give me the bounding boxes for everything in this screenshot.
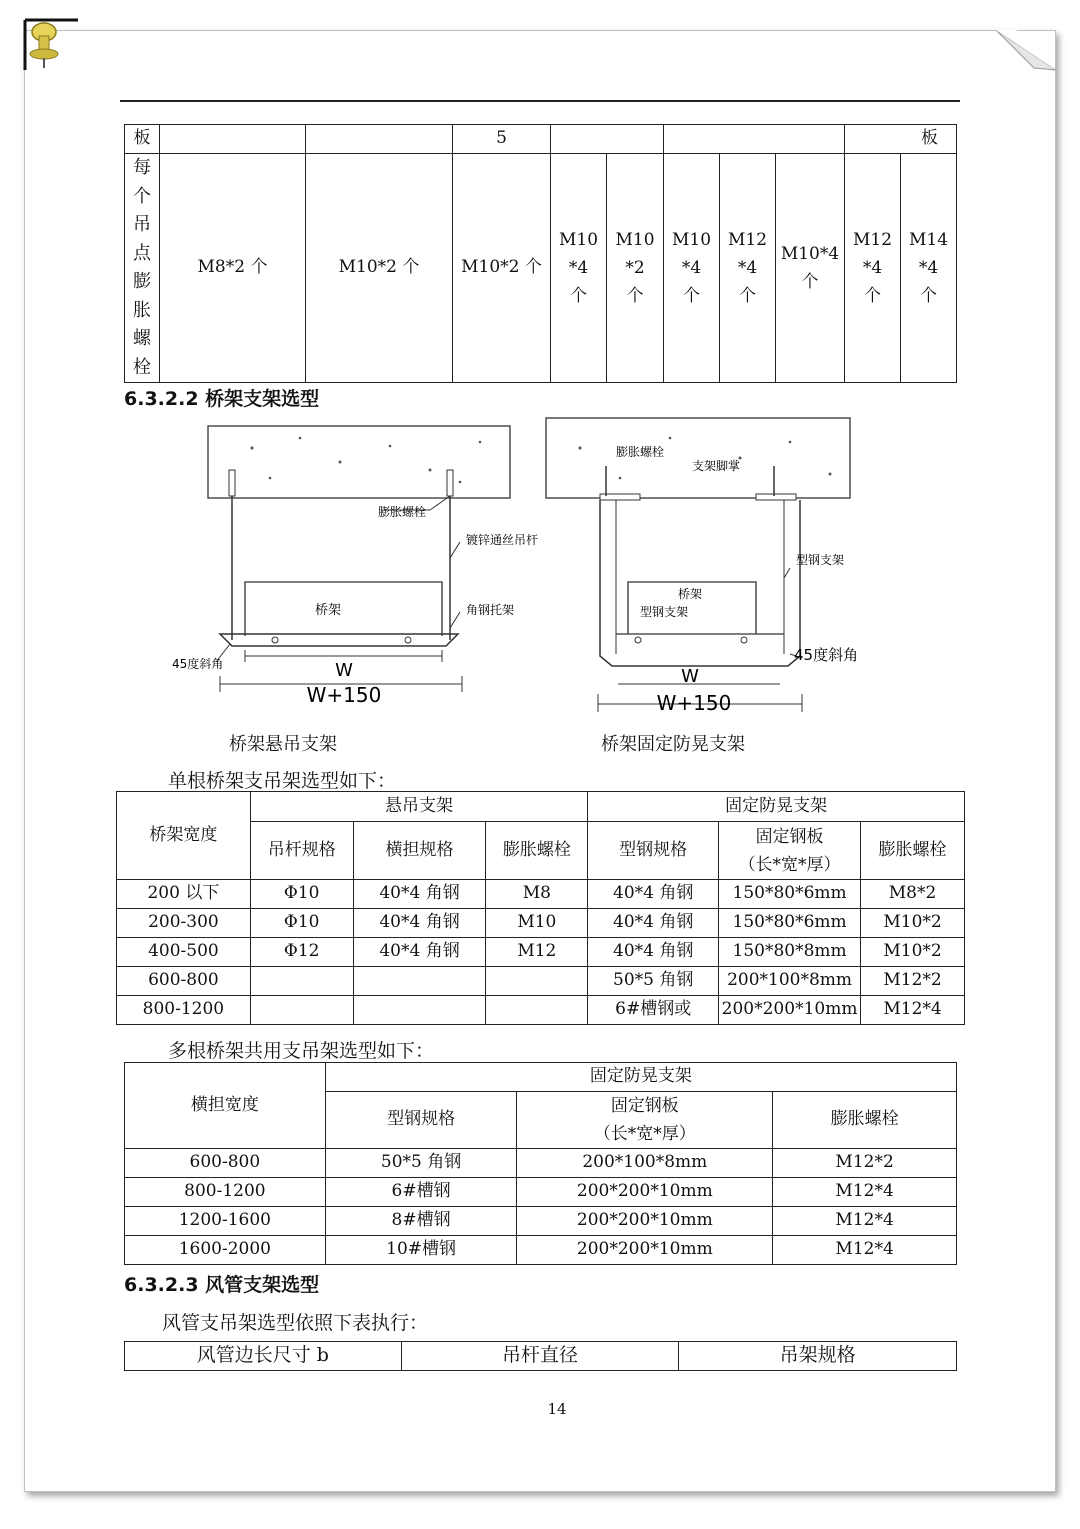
table-cell: 10#槽钢 (325, 1236, 517, 1265)
table-cell: 200 以下 (117, 880, 251, 909)
table-cell: 200*100*8mm (719, 967, 861, 996)
table-cell: 600-800 (117, 967, 251, 996)
table-cell (160, 125, 306, 154)
table-cell: 150*80*6mm (719, 880, 861, 909)
header-cell: 固定钢板 （长*宽*厚） (517, 1092, 773, 1149)
table-cell: M8*2 个 (160, 154, 306, 383)
table-cell: 8#槽钢 (325, 1207, 517, 1236)
table-cell: 40*4 角钢 (353, 880, 486, 909)
header-cell: 膨胀螺栓 (861, 822, 965, 880)
section-heading: 6.3.2.3 风管支架选型 (124, 1274, 320, 1296)
table-cell: M12 *4 个 (845, 154, 901, 383)
figure-caption-left: 桥架悬吊支架 (229, 734, 337, 755)
label-bolt: 膨胀螺栓 (378, 505, 427, 519)
table-cell: 板 (845, 125, 957, 154)
table-cell: 40*4 角钢 (353, 938, 486, 967)
table-cell: 150*80*8mm (719, 938, 861, 967)
table-cell (486, 967, 588, 996)
label-w150: W+150 (656, 691, 732, 715)
table-cell: 600-800 (125, 1149, 326, 1178)
label-chamfer: 45度斜角 (794, 646, 859, 664)
label-tray: 桥架 (677, 587, 703, 601)
header-cell: 膨胀螺栓 (773, 1092, 957, 1149)
table-cell: M10 (486, 909, 588, 938)
header-rule (120, 100, 960, 102)
table-cell: 200*200*10mm (719, 996, 861, 1025)
table-row (125, 1236, 957, 1265)
table-cell: Φ10 (250, 880, 353, 909)
label-bolt: 膨胀螺栓 (616, 445, 665, 459)
table-cell (250, 996, 353, 1025)
table-row (125, 1149, 957, 1178)
single-table-intro: 单根桥架支吊架选型如下： (168, 770, 397, 792)
table-cell: 40*4 角钢 (353, 909, 486, 938)
header-cell: 型钢规格 (325, 1092, 517, 1149)
label-chamfer: 45度斜角 (172, 657, 224, 671)
pushpin-icon (22, 14, 82, 76)
table-row (117, 909, 965, 938)
table-cell: M10*4 个 (776, 154, 845, 383)
page-number: 14 (547, 1400, 567, 1418)
label-rod: 镀锌通丝吊杆 (466, 533, 539, 547)
header-cell: 固定防晃支架 (325, 1063, 956, 1092)
table-cell: M10*2 (861, 938, 965, 967)
table-cell: 200-300 (117, 909, 251, 938)
table-row (117, 792, 965, 822)
header-cell: 吊杆规格 (250, 822, 353, 880)
table-cell: 6#槽钢 (325, 1178, 517, 1207)
table-cell: 5 (453, 125, 551, 154)
table-row (125, 1342, 957, 1371)
label-bracket: 角钢托架 (466, 603, 515, 617)
table-cell: M10*2 (861, 909, 965, 938)
table-row (125, 1207, 957, 1236)
label-w150: W+150 (306, 683, 382, 707)
table-row (125, 125, 957, 154)
table-cell: Φ10 (250, 909, 353, 938)
table-cell: M8*2 (861, 880, 965, 909)
table-cell: 200*200*10mm (517, 1178, 773, 1207)
table-row (117, 967, 965, 996)
header-cell: 固定钢板 （长*宽*厚） (719, 822, 861, 880)
duct-table-intro: 风管支吊架选型依照下表执行： (162, 1312, 429, 1334)
label-frame: 型钢支架 (796, 553, 845, 567)
multi-tray-table (124, 1062, 957, 1265)
duct-table (124, 1341, 957, 1371)
table-cell: 200*200*10mm (517, 1207, 773, 1236)
table-cell (486, 996, 588, 1025)
table-cell (551, 125, 664, 154)
table-cell (353, 996, 486, 1025)
label-support: 型钢支架 (640, 605, 689, 619)
label-w: W (335, 660, 353, 681)
table-cell: 50*5 角钢 (588, 967, 719, 996)
table-cell (353, 967, 486, 996)
header-cell: 桥架宽度 (117, 792, 251, 880)
label-pad: 支架脚掌 (692, 459, 741, 473)
table-row (117, 938, 965, 967)
table-cell (250, 967, 353, 996)
table-row (125, 1178, 957, 1207)
table-cell: M10 *2 个 (607, 154, 664, 383)
table-row (117, 996, 965, 1025)
table-cell: Φ12 (250, 938, 353, 967)
table-cell: 400-500 (117, 938, 251, 967)
header-cell: 风管边长尺寸 b (125, 1342, 402, 1371)
table-cell: M12*2 (773, 1149, 957, 1178)
table-cell: 板 (125, 125, 160, 154)
table-row (125, 1063, 957, 1092)
table-cell: 6#槽钢或 (588, 996, 719, 1025)
table-cell: M14 *4 个 (901, 154, 957, 383)
table-cell: 200*100*8mm (517, 1149, 773, 1178)
single-tray-table (116, 791, 965, 1025)
table-cell: M12 *4 个 (720, 154, 776, 383)
table-cell: 150*80*6mm (719, 909, 861, 938)
table-cell: M12*4 (773, 1207, 957, 1236)
table-cell: M12*4 (773, 1236, 957, 1265)
table-cell (664, 125, 845, 154)
table-cell: 50*5 角钢 (325, 1149, 517, 1178)
table-cell: 40*4 角钢 (588, 909, 719, 938)
header-cell: 膨胀螺栓 (486, 822, 588, 880)
table-cell: M10 *4 个 (664, 154, 720, 383)
row-header-vertical: 每 个 吊 点 膨 胀 螺 栓 (125, 154, 160, 383)
table-cell: M12*4 (773, 1178, 957, 1207)
fixed-bracket-diagram (540, 418, 870, 718)
top-bolt-table (124, 124, 957, 383)
table-cell: M12*2 (861, 967, 965, 996)
table-cell: M12*4 (861, 996, 965, 1025)
header-cell: 型钢规格 (588, 822, 719, 880)
header-cell: 吊架规格 (679, 1342, 957, 1371)
table-cell: M10*2 个 (453, 154, 551, 383)
table-cell: 40*4 角钢 (588, 938, 719, 967)
table-row (117, 880, 965, 909)
header-cell: 悬吊支架 (250, 792, 587, 822)
label-w: W (681, 666, 699, 687)
table-cell (306, 125, 453, 154)
page-curl-icon (996, 30, 1056, 70)
table-cell: M10 *4 个 (551, 154, 607, 383)
table-cell: 40*4 角钢 (588, 880, 719, 909)
label-tray: 桥架 (314, 603, 342, 618)
header-cell: 横担宽度 (125, 1063, 326, 1149)
table-cell: M8 (486, 880, 588, 909)
multi-table-intro: 多根桥架共用支吊架选型如下： (168, 1040, 435, 1062)
header-cell: 吊杆直径 (401, 1342, 679, 1371)
table-cell: M12 (486, 938, 588, 967)
table-cell: M10*2 个 (306, 154, 453, 383)
section-heading: 6.3.2.2 桥架支架选型 (124, 388, 320, 410)
table-cell: 1600-2000 (125, 1236, 326, 1265)
header-cell: 横担规格 (353, 822, 486, 880)
table-cell: 800-1200 (117, 996, 251, 1025)
table-cell: 200*200*10mm (517, 1236, 773, 1265)
table-row (125, 154, 957, 383)
table-cell: 800-1200 (125, 1178, 326, 1207)
header-cell: 固定防晃支架 (588, 792, 965, 822)
figure-caption-right: 桥架固定防晃支架 (601, 734, 745, 755)
suspended-bracket-diagram (160, 418, 539, 718)
table-cell: 1200-1600 (125, 1207, 326, 1236)
